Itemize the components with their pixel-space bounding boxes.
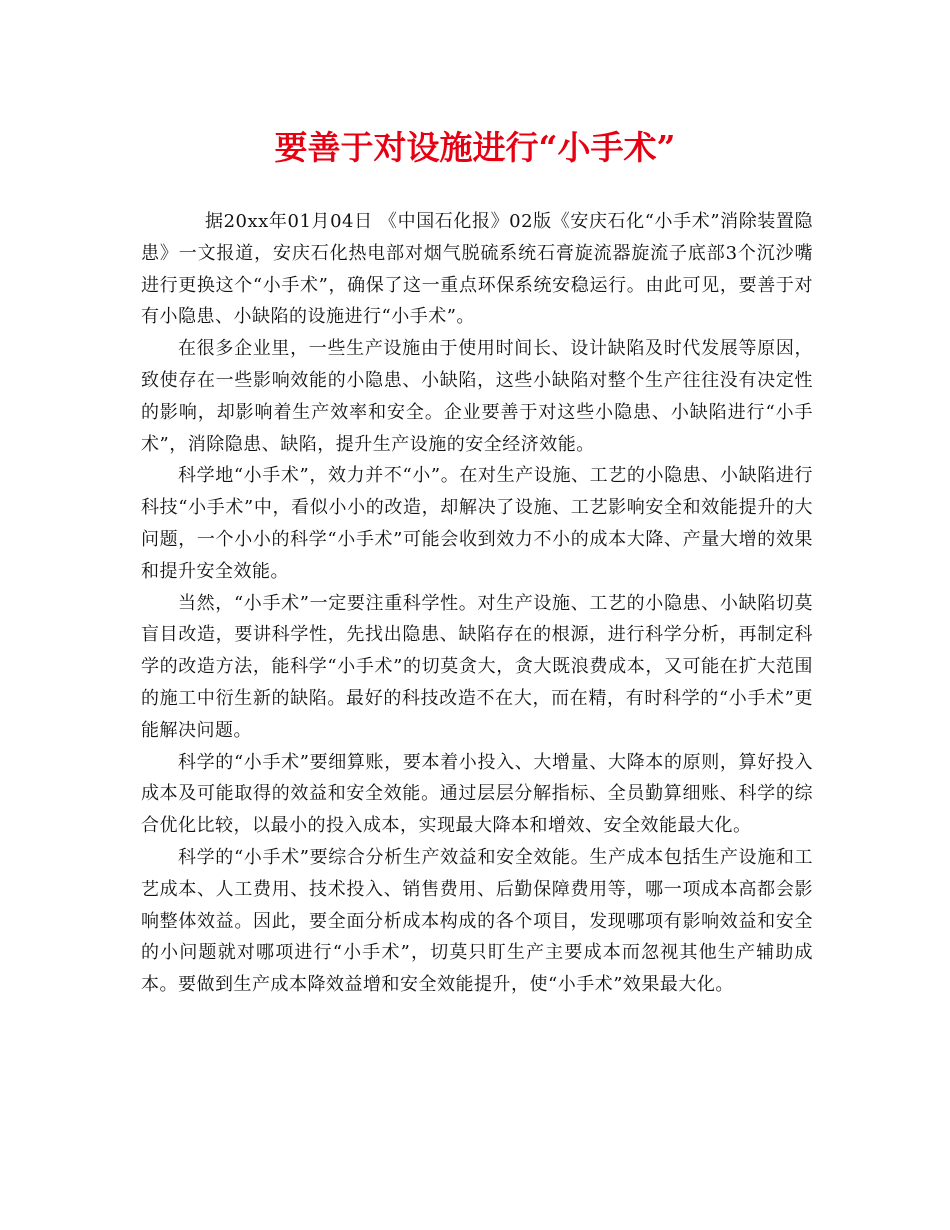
paragraph-6: 科学的“小手术”要综合分析生产效益和安全效能。生产成本包括生产设施和工艺成本、人工费用、技术投入、销售费用、后勤保障费用等，哪一项成本高都会影响整体效益。因此，要全面分析成本构成的各个项目，发现哪项有影响效益和安全的小问题就对哪项进行“小手术”，切莫只盯生产主要成本而忽视其他生产辅助成本。要做到生产成本降效益增和安全效能提升，使“小手术”效果最大化。 — [141, 846, 813, 996]
paragraph-3: 科学地“小手术”，效力并不“小”。在对生产设施、工艺的小隐患、小缺陷进行科技“小手术”中，看似小小的改造，却解决了设施、工艺影响安全和效能提升的大问题，一个小小的科学“小手术”可能会收到效力不小的成本大降、产量大增的效果和提升安全效能。 — [141, 465, 813, 582]
document-title: 要善于对设施进行“小手术” — [274, 128, 676, 167]
paragraph-1: 据20xx年01月04日 《中国石化报》02版《安庆石化“小手术”消除装置隐患》一文报道，安庆石化热电部对烟气脱硫系统石膏旋流器旋流子底部3个沉沙嘴进行更换这个“小手术”，确保了这一重点环保系统安稳运行。由此可见，要善于对有小隐患、小缺陷的设施进行“小手术”。 — [141, 211, 813, 328]
paragraph-2: 在很多企业里，一些生产设施由于使用时间长、设计缺陷及时代发展等原因，致使存在一些影响效能的小隐患、小缺陷，这些小缺陷对整个生产往往没有决定性的影响，却影响着生产效率和安全。企业要善于对这些小隐患、小缺陷进行“小手术”，消除隐患、缺陷，提升生产设施的安全经济效能。 — [141, 338, 813, 455]
document-body — [141, 206, 813, 1001]
paragraph-5: 科学的“小手术”要细算账，要本着小投入、大增量、大降本的原则，算好投入成本及可能取得的效益和安全效能。通过层层分解指标、全员勤算细账、科学的综合优化比较，以最小的投入成本，实现最大降本和增效、安全效能最大化。 — [141, 751, 813, 837]
paragraph-4: 当然，“小手术”一定要注重科学性。对生产设施、工艺的小隐患、小缺陷切莫盲目改造，要讲科学性，先找出隐患、缺陷存在的根源，进行科学分析，再制定科学的改造方法，能科学“小手术”的切莫贪大，贪大既浪费成本，又可能在扩大范围的施工中衍生新的缺陷。最好的科技改造不在大，而在精，有时科学的“小手术”更能解决问题。 — [141, 592, 813, 741]
